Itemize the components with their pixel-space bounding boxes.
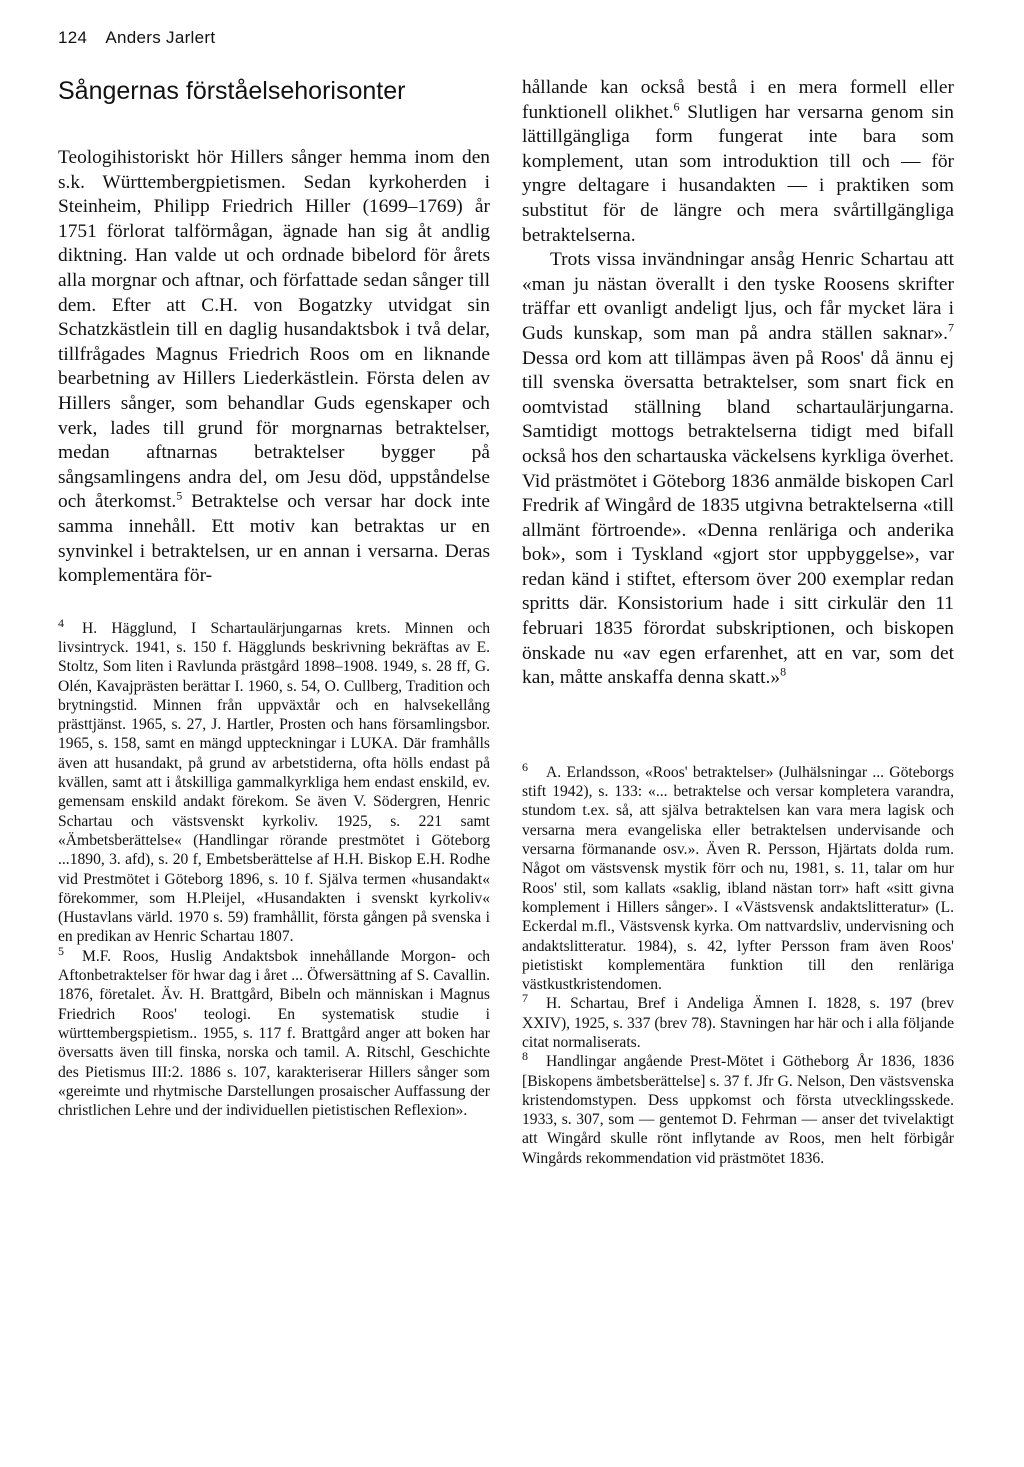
footnote-number: 8: [522, 1049, 528, 1064]
footnotes-left: [58, 615, 490, 1121]
footnote-6: [522, 759, 954, 995]
body-text-segment: hållande kan också bestå i en mera formell eller funktionell olikhet.: [522, 77, 954, 123]
footnote-7: [522, 991, 954, 1052]
footnote-number: 6: [522, 759, 528, 774]
footnote-8: [522, 1049, 954, 1168]
footnote-4: [58, 615, 490, 947]
footnote-number: 5: [58, 943, 64, 958]
right-column: [522, 76, 954, 1168]
running-head: [58, 28, 215, 48]
footnote-ref: 5: [176, 488, 183, 503]
footnote-ref: 7: [948, 320, 954, 335]
body-text-segment: Slutligen har versarna genom sin lättillgängliga form fungerat inte bara som komplement, utan som introduktion till och — för yngre deltagare i husandakten — i praktiken som substitut för de längre och mera svårtillgängliga betraktelserna.: [522, 101, 954, 246]
page-number: 124: [58, 28, 88, 47]
footnote-ref: 8: [780, 664, 787, 679]
section-title: Sångernas förståelsehorisonter: [58, 77, 406, 105]
footnote-5: [58, 943, 490, 1121]
footnote-number: 4: [58, 615, 64, 630]
running-head-author: Anders Jarlert: [105, 28, 216, 47]
body-paragraph: [522, 76, 954, 248]
body-paragraph: [58, 146, 490, 589]
footnote-text: Handlingar angående Prest-Mötet i Götheborg År 1836, 1836 [Biskopens ämbetsberättelse] s. 37 f. Jfr G. Nelson, Den västsvenska kristendomstypen. Dess uppkomst och första utvecklingsskede. 1933, s. 307, som — gentemot D. Fehrman — anser det tvivelaktigt att Wingård skulle rönt inflytande av Roos, men helt förbigår Wingårds rekommendation vid prästmötet 1836.: [522, 1053, 954, 1167]
footnotes-right: [522, 759, 954, 1168]
footnote-text: H. Hägglund, I Schartaulärjungarnas krets. Minnen och livsintryck. 1941, s. 150 f. Hägglunds beskrivning bekräftas av E. Stoltz, Som liten i Ravlunda prästgård 1898–1908. 1949, s. 28 ff, G. Olén, Kavajprästen berättar I. 1960, s. 54, O. Cullberg, Tradition och brytningstid. Minnen från uppväxtår och en halvsekellång prästtjänst. 1965, s. 27, J. Hartler, Prosten och hans församlingsbor. 1965, s. 158, samt en mängd uppteckningar i LUKA. Där framhålls även att husandakt, på grund av arbetstiderna, ofta hölls endast på kvällen, samt att i åtskilliga gammalkyrkliga hem endast enskild, ev. gemensam enskild andakt förekom. Se även V. Södergren, Henric Schartau och västsvenskt kyrkoliv. 1925, s. 221 samt «Ämbetsberättelse« (Handlingar rörande prestmötet i Göteborg ...1890, 3. afd), s. 20 f, Embetsberättelse af H.H. Biskop E.H. Rodhe vid Prestmötet i Göteborg 1896, s. 10 f. Själva termen «husandakt« förekommer, som H.Pleijel, «Husandakten i svenskt kyrkoliv« (Hustavlans värld. 1970 s. 59) framhållit, första gången på svenska i en predikan av Henric Schartau 1807.: [58, 619, 490, 946]
footnote-ref: 6: [673, 99, 680, 114]
body-text-segment: Trots vissa invändningar ansåg Henric Schartau att «man ju nästan överallt i den tyske Roosens skrifter träffar ett ovanligt andeligt ljus, och får mycket lära i Guds kunskap, som man på andra ställen saknar».: [522, 249, 954, 344]
body-text-segment: Betraktelse och versar har dock inte samma innehåll. Ett motiv kan betraktas ur en synvinkel i betraktelsen, ur en annan i versarna. Deras komplementära för-: [58, 491, 490, 587]
footnote-text: H. Schartau, Bref i Andeliga Ämnen I. 1828, s. 197 (brev XXIV), 1925, s. 337 (brev 78). Stavningen har här och i alla följande citat normaliserats.: [522, 995, 954, 1051]
body-paragraph: [522, 248, 954, 691]
footnote-text: A. Erlandsson, «Roos' betraktelser» (Julhälsningar ... Göteborgs stift 1942), s. 133: «... betraktelse och versar kompletera varandra, stundom t.ex. så, att själva betraktelsen kan vara mera lagisk och versarna mera evangeliska eller betraktelsen undervisande och versarna förmanande osv.». Även R. Persson, Hjärtats dolda rum. Något om västsvensk mystik förr och nu, 1981, s. 11, talar om hur Roos' stil, som kallats «saklig, ibland nästan torr» haft «sitt givna komplement i Hillers sånger». I «Västsvensk andaktslitteratur» (L. Eckerdal m.fl., Västsvensk kyrka. Om nattvardsliv, undervisning och andaktslitteratur. 1984), s. 42, lyfter Persson fram även Roos' pietistiskt komplementära funktion till den renläriga västkustkristendomen.: [522, 763, 954, 994]
footnote-text: M.F. Roos, Huslig Andaktsbok innehållande Morgon- och Aftonbetraktelser för hwar dag i året ... Öfwersättning af S. Cavallin. 1876, företalet. Äv. H. Brattgård, Bibeln och människan i Magnus Friedrich Roos' teologi. En systematisk studie i württembergspietism.. 1955, s. 117 f. Brattgård anger att boken har översatts även till finska, norska och tamil. A. Ritschl, Geschichte des Pietismus III:2. 1886 s. 107, karakteriserar Hillers sånger som «gereimte und rhytmische Darstellungen prosaischer Auffassung der christlichen Lehre und der individuellen pietistischen Reflexion».: [58, 947, 490, 1120]
footnote-number: 7: [522, 991, 528, 1006]
body-text-segment: Dessa ord kom att tillämpas även på Roos' då ännu ej till svenska översatta betraktelser, som snart fick en oomtvistad ställning bland schartaulärjungarna. Samtidigt mottogs betraktelserna tidigt med bifall också hos den schartauska väckelsens kyrkliga överhet. Vid prästmötet i Göteborg 1836 anmälde biskopen Carl Fredrik af Wingård de 1835 utgivna betraktelserna «till allmänt förtroende». «Denna renläriga och anderika bok», som i Tyskland «gjort stor uppbyggelse», var redan känd i stiftet, eftersom över 200 exemplar redan spritts där. Konsistorium hade i sitt cirkulär den 11 februari 1835 förordat subskriptionen, och biskopen önskade nu «av egen erfarenhet, att en var, som det kan, måtte anskaffa denna skatt.»: [522, 347, 954, 689]
body-text-segment: Teologihistoriskt hör Hillers sånger hemma inom den s.k. Württembergpietismen. Sedan kyrkoherden i Steinheim, Philipp Friedrich Hiller (1699–1769) år 1751 förlorat talförmågan, ägnade han sig åt andlig diktning. Han valde ut och ordnade bibelord för årets alla morgnar och aftnar, och författade sedan sånger till dem. Efter att C.H. von Bogatzky utvidgat sin Schatzkästlein till en daglig husandaktsbok i två delar, tillfrågades Magnus Friedrich Roos om en liknande bearbetning av Hillers Liederkästlein. Första delen av Hillers sånger, som behandlar Guds egenskaper och verk, lades till grund för morgnarnas betraktelser, medan aftnarnas betraktelser bygger på sångsamlingens andra del, om Jesu död, uppståndelse och återkomst.: [58, 147, 490, 513]
left-column: [58, 76, 490, 1120]
